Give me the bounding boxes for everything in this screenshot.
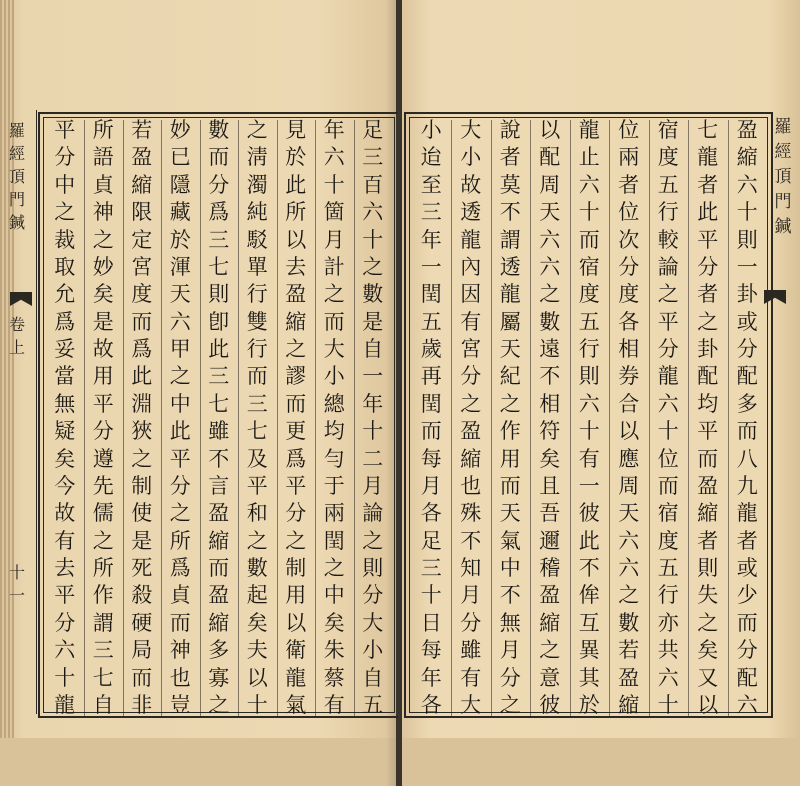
column-rule [123, 120, 124, 716]
column-rule [161, 120, 162, 716]
left-text-panel [38, 112, 398, 718]
text-column: 所 語 貞 神 之 妙 矣 是 故 用 平 分 遵 先 儒 之 所 作 謂 三 七 自 [92, 118, 114, 717]
text-column: 大 小 故 透 龍 內 因 有 宮 分 之 盈 縮 也 殊 不 知 月 分 雖 有 大 [460, 118, 482, 717]
column-rule [277, 120, 278, 716]
text-column: 數 而 分 爲 三 七 則 卽 此 三 七 雖 不 言 盈 縮 而 盈 縮 多 寡 之 [208, 118, 230, 717]
column-rule [530, 120, 531, 716]
column-rule [570, 120, 571, 716]
column-rule [688, 120, 689, 716]
right-text-frame [409, 117, 768, 717]
column-rule [238, 120, 239, 716]
banxin-volume: 卷 上 [8, 315, 25, 357]
text-column: 年 六 十 箇 月 計 之 而 大 小 總 均 勻 于 兩 閏 之 中 矣 朱 蔡 有 [323, 118, 345, 717]
column-rule [728, 120, 729, 716]
text-column: 之 淸 濁 純 駁 單 行 雙 行 而 三 七 及 平 和 之 數 起 矣 夫 以 十 [246, 118, 268, 717]
text-column: 位 兩 者 位 次 分 度 各 相 券 合 以 應 周 天 六 六 之 數 若 盈 縮 [618, 118, 640, 717]
text-column: 平 分 中 之 裁 取 允 爲 妥 當 無 疑 矣 今 故 有 去 平 分 六 十 龍 [54, 118, 76, 717]
text-column: 盈 縮 六 十 則 一 卦 或 分 配 多 而 八 九 龍 者 或 少 而 分 配 六 [736, 118, 758, 717]
banxin-page-number: 十 一 [8, 563, 25, 605]
column-rule [84, 120, 85, 716]
banxin-title: 羅 經 頂 門 鍼 [8, 121, 25, 232]
text-column: 宿 度 五 行 較 論 之 平 分 龍 六 十 位 而 宿 度 五 行 亦 共 六 十 [657, 118, 679, 717]
column-rule [354, 120, 355, 716]
column-rule [609, 120, 610, 716]
column-rule [315, 120, 316, 716]
text-column: 七 龍 者 此 平 分 者 之 卦 配 均 平 而 盈 縮 者 則 失 之 矣 又 以 [697, 118, 719, 717]
column-rule [491, 120, 492, 716]
text-column: 小 迨 至 三 年 一 閏 五 歲 再 閏 而 每 月 各 足 三 十 日 每 年 各 [420, 118, 442, 717]
text-column: 以 配 周 天 六 六 之 數 遠 不 相 符 矣 且 吾 邇 稽 盈 縮 之 意 彼 [539, 118, 561, 717]
text-column: 說 者 莫 不 謂 透 龍 屬 天 紀 之 作 用 而 天 氣 中 不 無 月 分 之 [499, 118, 521, 717]
column-rule [200, 120, 201, 716]
text-column: 妙 已 隱 藏 於 渾 天 六 甲 之 中 此 平 分 之 所 爲 貞 而 神 也 豈 [169, 118, 191, 717]
left-text-frame [43, 117, 395, 717]
text-column: 足 三 百 六 十 之 數 是 自 一 年 十 二 月 論 之 則 分 大 小 自 五 [362, 118, 384, 717]
text-column: 龍 止 六 十 而 宿 度 五 行 則 六 十 有 一 彼 此 不 侔 互 異 其 於 [578, 118, 600, 717]
column-rule [649, 120, 650, 716]
text-column: 見 於 此 所 以 去 盈 縮 之 謬 而 更 爲 平 分 之 制 用 以 衛 龍 氣 [285, 118, 307, 717]
text-column: 若 盈 縮 限 定 宮 度 而 爲 此 淵 狹 之 制 使 是 死 殺 硬 局 而 非 [131, 118, 153, 717]
right-text-panel [404, 112, 773, 718]
right-banxin-title: 羅 經 頂 門 鍼 [774, 117, 792, 237]
column-rule [451, 120, 452, 716]
